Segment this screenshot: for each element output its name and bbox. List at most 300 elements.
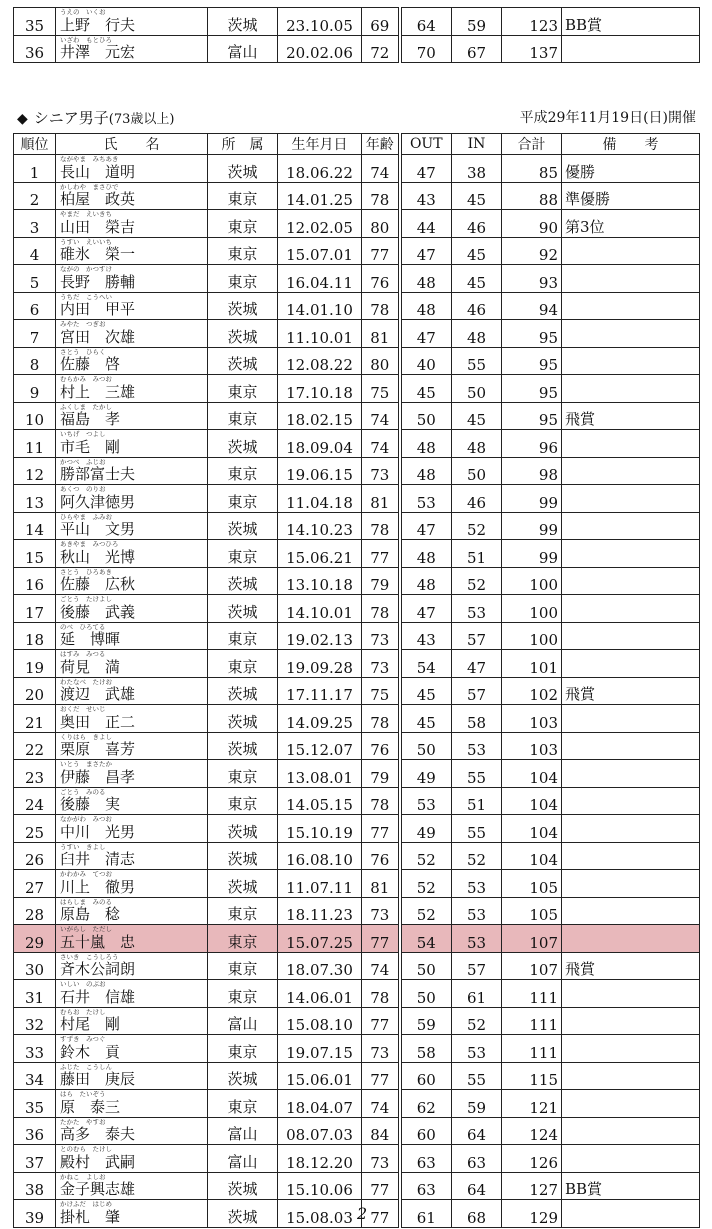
in-cell: 53	[452, 732, 502, 760]
out-cell: 53	[400, 485, 452, 513]
in-cell: 55	[452, 760, 502, 788]
age-cell: 77	[362, 925, 400, 953]
note-cell	[562, 1117, 700, 1145]
total-cell: 126	[502, 1145, 562, 1173]
player-name: 市毛 剛	[60, 437, 121, 456]
table-row	[14, 1145, 700, 1173]
total-cell: 99	[502, 485, 562, 513]
out-cell: 54	[400, 650, 452, 678]
pref-cell: 東京	[208, 457, 278, 485]
name-furigana: かわかみ てつお	[60, 870, 112, 878]
name-furigana: むらお たけし	[60, 1007, 106, 1016]
birth-cell: 18.07.30	[278, 952, 362, 980]
out-cell: 43	[400, 182, 452, 210]
out-cell: 63	[400, 1172, 452, 1200]
note-cell: 飛賞	[562, 952, 700, 980]
table-row	[14, 925, 700, 953]
table-header	[14, 134, 700, 155]
rank-cell: 26	[14, 842, 56, 870]
out-cell: 50	[400, 980, 452, 1008]
note-cell	[562, 1007, 700, 1035]
player-name: 金子興志雄	[60, 1180, 136, 1198]
page-number: 2	[357, 1204, 368, 1223]
out-cell: 52	[400, 897, 452, 925]
out-cell: 47	[400, 320, 452, 348]
birth-cell: 15.06.21	[278, 540, 362, 568]
name-furigana: ながやま みちあき	[60, 155, 119, 163]
player-name: 渡辺 武雄	[60, 685, 136, 703]
pref-cell: 東京	[208, 925, 278, 953]
pref-cell: 東京	[208, 265, 278, 293]
player-name: 勝部富士夫	[60, 465, 136, 483]
in-cell: 50	[452, 457, 502, 485]
birth-cell: 17.11.17	[278, 677, 362, 705]
table-row	[14, 732, 700, 760]
rank-cell: 33	[14, 1035, 56, 1063]
pref-cell: 茨城	[208, 1200, 278, 1228]
name-cell	[56, 265, 208, 293]
out-cell: 48	[400, 457, 452, 485]
age-cell: 72	[362, 35, 400, 63]
birth-cell: 14.10.01	[278, 595, 362, 623]
previous-results-body	[14, 8, 700, 63]
name-cell	[56, 1007, 208, 1035]
name-cell	[56, 650, 208, 678]
diamond-icon: ◆	[17, 111, 28, 127]
rank-cell: 16	[14, 567, 56, 595]
pref-cell: 富山	[208, 1007, 278, 1035]
name-furigana: うちだ こうへい	[60, 292, 112, 301]
name-furigana: うえの いくお	[60, 8, 106, 16]
in-cell: 55	[452, 1062, 502, 1090]
note-cell	[562, 787, 700, 815]
pref-cell: 茨城	[208, 595, 278, 623]
pref-cell: 富山	[208, 1117, 278, 1145]
age-cell: 81	[362, 320, 400, 348]
total-cell: 98	[502, 457, 562, 485]
out-cell: 45	[400, 375, 452, 403]
in-cell: 52	[452, 567, 502, 595]
rank-cell: 1	[14, 155, 56, 183]
note-cell	[562, 567, 700, 595]
player-name: 山田 榮吉	[60, 217, 136, 236]
in-cell: 68	[452, 1200, 502, 1228]
table-row	[14, 705, 700, 733]
age-cell: 77	[362, 815, 400, 843]
total-cell: 100	[502, 567, 562, 595]
age-cell: 81	[362, 485, 400, 513]
in-cell: 64	[452, 1117, 502, 1145]
previous-results-table	[13, 7, 700, 63]
age-cell: 78	[362, 787, 400, 815]
name-cell	[56, 8, 208, 36]
out-cell: 61	[400, 1200, 452, 1228]
in-cell: 55	[452, 347, 502, 375]
name-furigana: かつべ ふじお	[60, 457, 106, 466]
total-cell: 127	[502, 1172, 562, 1200]
table-row	[14, 1035, 700, 1063]
age-cell: 77	[362, 540, 400, 568]
player-name: 川上 徹男	[60, 877, 136, 896]
note-cell	[562, 842, 700, 870]
header-out: OUT	[400, 134, 452, 155]
out-cell: 48	[400, 540, 452, 568]
name-furigana: くりはら きよし	[60, 732, 112, 741]
birth-cell: 15.08.10	[278, 1007, 362, 1035]
player-name: 阿久津徳男	[60, 492, 136, 511]
pref-cell: 東京	[208, 485, 278, 513]
age-cell: 74	[362, 402, 400, 430]
total-cell: 99	[502, 540, 562, 568]
in-cell: 45	[452, 237, 502, 265]
rank-cell: 4	[14, 237, 56, 265]
in-cell: 46	[452, 485, 502, 513]
pref-cell: 東京	[208, 952, 278, 980]
in-cell: 45	[452, 182, 502, 210]
note-cell: 第3位	[562, 210, 700, 238]
total-cell: 100	[502, 595, 562, 623]
table-row	[14, 512, 700, 540]
header-in: IN	[452, 134, 502, 155]
table-row	[14, 457, 700, 485]
note-cell	[562, 925, 700, 953]
out-cell: 54	[400, 925, 452, 953]
player-name: 宮田 次雄	[60, 327, 136, 346]
name-cell	[56, 375, 208, 403]
name-furigana: ふじた こうしん	[60, 1062, 112, 1071]
age-cell: 73	[362, 897, 400, 925]
section-subtitle: (73歳以上)	[108, 112, 175, 127]
note-cell: 準優勝	[562, 182, 700, 210]
total-cell: 129	[502, 1200, 562, 1228]
name-cell	[56, 1035, 208, 1063]
total-cell: 137	[502, 35, 562, 63]
birth-cell: 16.08.10	[278, 842, 362, 870]
birth-cell: 20.02.06	[278, 35, 362, 63]
rank-cell: 20	[14, 677, 56, 705]
note-cell	[562, 980, 700, 1008]
total-cell: 104	[502, 787, 562, 815]
in-cell: 52	[452, 842, 502, 870]
note-cell	[562, 265, 700, 293]
age-cell: 79	[362, 567, 400, 595]
in-cell: 52	[452, 1007, 502, 1035]
table-row	[14, 292, 700, 320]
out-cell: 49	[400, 815, 452, 843]
player-name: 内田 甲平	[60, 300, 136, 318]
pref-cell: 東京	[208, 1035, 278, 1063]
note-cell: 飛賞	[562, 402, 700, 430]
in-cell: 47	[452, 650, 502, 678]
rank-cell: 2	[14, 182, 56, 210]
name-furigana: たかた やすお	[60, 1117, 106, 1126]
player-name: 佐藤 広秋	[60, 575, 136, 593]
name-cell	[56, 1172, 208, 1200]
rank-cell: 17	[14, 595, 56, 623]
table-row	[14, 540, 700, 568]
name-cell	[56, 815, 208, 843]
out-cell: 50	[400, 732, 452, 760]
rank-cell: 31	[14, 980, 56, 1008]
name-furigana: いちげ つよし	[60, 430, 106, 438]
name-cell	[56, 320, 208, 348]
table-row	[14, 650, 700, 678]
name-cell	[56, 1117, 208, 1145]
rank-cell: 36	[14, 1117, 56, 1145]
table-row	[14, 1007, 700, 1035]
name-cell	[56, 347, 208, 375]
name-furigana: あきやま みつひろ	[60, 540, 119, 548]
player-name: 伊藤 昌孝	[60, 767, 136, 786]
pref-cell: 茨城	[208, 512, 278, 540]
header-note: 備 考	[562, 134, 700, 155]
total-cell: 95	[502, 347, 562, 375]
birth-cell: 18.12.20	[278, 1145, 362, 1173]
table-row	[14, 375, 700, 403]
player-name: 佐藤 啓	[60, 355, 121, 373]
in-cell: 64	[452, 1172, 502, 1200]
out-cell: 62	[400, 1090, 452, 1118]
name-furigana: さとう ひろあき	[60, 567, 112, 576]
out-cell: 47	[400, 155, 452, 183]
out-cell: 44	[400, 210, 452, 238]
rank-cell: 24	[14, 787, 56, 815]
pref-cell: 茨城	[208, 155, 278, 183]
player-name: 福島 孝	[60, 410, 121, 428]
name-furigana: なかがわ みつお	[60, 815, 112, 823]
note-cell	[562, 320, 700, 348]
in-cell: 45	[452, 402, 502, 430]
total-cell: 95	[502, 402, 562, 430]
name-cell	[56, 567, 208, 595]
name-furigana: とのむら たけし	[60, 1145, 112, 1153]
player-name: 石井 信雄	[60, 987, 136, 1006]
birth-cell: 14.06.01	[278, 980, 362, 1008]
name-furigana: はらしま みのる	[60, 897, 112, 906]
total-cell: 104	[502, 760, 562, 788]
note-cell: 飛賞	[562, 677, 700, 705]
rank-cell: 18	[14, 622, 56, 650]
out-cell: 60	[400, 1062, 452, 1090]
name-furigana: ふくしま たかし	[60, 402, 112, 411]
name-cell	[56, 732, 208, 760]
name-cell	[56, 237, 208, 265]
pref-cell: 東京	[208, 980, 278, 1008]
name-furigana: さとう ひらく	[60, 347, 106, 356]
table-row	[14, 210, 700, 238]
pref-cell: 東京	[208, 540, 278, 568]
pref-cell: 茨城	[208, 870, 278, 898]
out-cell: 53	[400, 787, 452, 815]
name-furigana: ひらやま ふみお	[60, 512, 112, 521]
note-cell	[562, 512, 700, 540]
rank-cell: 8	[14, 347, 56, 375]
table-row	[14, 897, 700, 925]
table-row	[14, 155, 700, 183]
total-cell: 96	[502, 430, 562, 458]
pref-cell: 茨城	[208, 732, 278, 760]
birth-cell: 14.10.23	[278, 512, 362, 540]
total-cell: 121	[502, 1090, 562, 1118]
header-name: 氏 名	[56, 134, 208, 155]
age-cell: 78	[362, 182, 400, 210]
note-cell	[562, 1062, 700, 1090]
total-cell: 90	[502, 210, 562, 238]
age-cell: 78	[362, 512, 400, 540]
age-cell: 78	[362, 980, 400, 1008]
table-row	[14, 8, 700, 36]
birth-cell: 14.09.25	[278, 705, 362, 733]
name-cell	[56, 760, 208, 788]
name-cell	[56, 787, 208, 815]
player-name: 碓氷 榮一	[60, 245, 136, 263]
note-cell	[562, 595, 700, 623]
birth-cell: 12.02.05	[278, 210, 362, 238]
rank-cell: 37	[14, 1145, 56, 1173]
note-cell	[562, 870, 700, 898]
name-furigana: むらかみ みつお	[60, 375, 112, 383]
age-cell: 78	[362, 292, 400, 320]
player-name: 五十嵐 忠	[60, 932, 136, 951]
total-cell: 85	[502, 155, 562, 183]
pref-cell: 茨城	[208, 1062, 278, 1090]
rank-cell: 19	[14, 650, 56, 678]
note-cell	[562, 540, 700, 568]
note-cell	[562, 897, 700, 925]
in-cell: 50	[452, 375, 502, 403]
in-cell: 46	[452, 292, 502, 320]
rank-cell: 11	[14, 430, 56, 458]
header-age: 年齢	[362, 134, 400, 155]
age-cell: 75	[362, 375, 400, 403]
out-cell: 45	[400, 705, 452, 733]
table-row	[14, 485, 700, 513]
player-name: 中川 光男	[60, 822, 136, 841]
note-cell	[562, 485, 700, 513]
total-cell: 107	[502, 952, 562, 980]
birth-cell: 18.11.23	[278, 897, 362, 925]
name-cell	[56, 870, 208, 898]
name-furigana: ながの かつすけ	[60, 265, 112, 273]
table-row	[14, 677, 700, 705]
birth-cell: 19.06.15	[278, 457, 362, 485]
age-cell: 77	[362, 1200, 400, 1228]
player-name: 後藤 実	[60, 795, 121, 813]
total-cell: 94	[502, 292, 562, 320]
section-title-text: シニア男子	[33, 109, 109, 127]
name-furigana: いがらし ただし	[60, 925, 112, 933]
player-name: 井澤 元宏	[60, 43, 136, 61]
birth-cell: 11.04.18	[278, 485, 362, 513]
name-furigana: みやた つぎお	[60, 320, 106, 328]
player-name: 臼井 清志	[60, 850, 136, 868]
total-cell: 104	[502, 842, 562, 870]
total-cell: 105	[502, 870, 562, 898]
total-cell: 115	[502, 1062, 562, 1090]
name-cell	[56, 705, 208, 733]
note-cell	[562, 457, 700, 485]
age-cell: 75	[362, 677, 400, 705]
rank-cell: 32	[14, 1007, 56, 1035]
name-cell	[56, 622, 208, 650]
total-cell: 103	[502, 732, 562, 760]
name-cell	[56, 1145, 208, 1173]
birth-cell: 15.07.25	[278, 925, 362, 953]
header-rank: 順位	[14, 134, 56, 155]
birth-cell: 18.02.15	[278, 402, 362, 430]
player-name: 延 博暉	[60, 630, 121, 648]
table-row	[14, 787, 700, 815]
table-row	[14, 1117, 700, 1145]
player-name: 村尾 剛	[60, 1015, 121, 1033]
total-cell: 107	[502, 925, 562, 953]
age-cell: 77	[362, 1172, 400, 1200]
name-furigana: ごとう たけよし	[60, 595, 112, 603]
birth-cell: 13.08.01	[278, 760, 362, 788]
in-cell: 59	[452, 8, 502, 36]
in-cell: 38	[452, 155, 502, 183]
out-cell: 70	[400, 35, 452, 63]
pref-cell: 茨城	[208, 815, 278, 843]
section-title	[17, 107, 174, 128]
player-name: 栗原 喜芳	[60, 740, 136, 758]
rank-cell: 25	[14, 815, 56, 843]
birth-cell: 12.08.22	[278, 347, 362, 375]
name-cell	[56, 292, 208, 320]
note-cell	[562, 347, 700, 375]
total-cell: 102	[502, 677, 562, 705]
note-cell	[562, 1035, 700, 1063]
name-cell	[56, 485, 208, 513]
birth-cell: 15.10.19	[278, 815, 362, 843]
note-cell	[562, 1200, 700, 1228]
pref-cell: 富山	[208, 35, 278, 63]
rank-cell: 30	[14, 952, 56, 980]
out-cell: 50	[400, 402, 452, 430]
total-cell: 123	[502, 8, 562, 36]
age-cell: 73	[362, 622, 400, 650]
in-cell: 55	[452, 815, 502, 843]
birth-cell: 19.02.13	[278, 622, 362, 650]
age-cell: 74	[362, 430, 400, 458]
results-body	[14, 155, 700, 1228]
table-row	[14, 622, 700, 650]
out-cell: 59	[400, 1007, 452, 1035]
name-furigana: かねこ よしお	[60, 1172, 106, 1181]
name-cell	[56, 210, 208, 238]
name-cell	[56, 155, 208, 183]
out-cell: 48	[400, 292, 452, 320]
out-cell: 47	[400, 595, 452, 623]
name-furigana: やまだ えいきち	[60, 210, 112, 218]
name-cell	[56, 182, 208, 210]
pref-cell: 東京	[208, 1090, 278, 1118]
name-furigana: いとう まさたか	[60, 760, 112, 768]
rank-cell: 39	[14, 1200, 56, 1228]
note-cell	[562, 760, 700, 788]
table-row	[14, 347, 700, 375]
name-furigana: いざわ もとひろ	[60, 35, 112, 44]
note-cell	[562, 375, 700, 403]
rank-cell: 14	[14, 512, 56, 540]
table-row	[14, 320, 700, 348]
note-cell	[562, 237, 700, 265]
age-cell: 73	[362, 457, 400, 485]
total-cell: 92	[502, 237, 562, 265]
player-name: 原 泰三	[60, 1097, 121, 1116]
out-cell: 58	[400, 1035, 452, 1063]
out-cell: 52	[400, 870, 452, 898]
